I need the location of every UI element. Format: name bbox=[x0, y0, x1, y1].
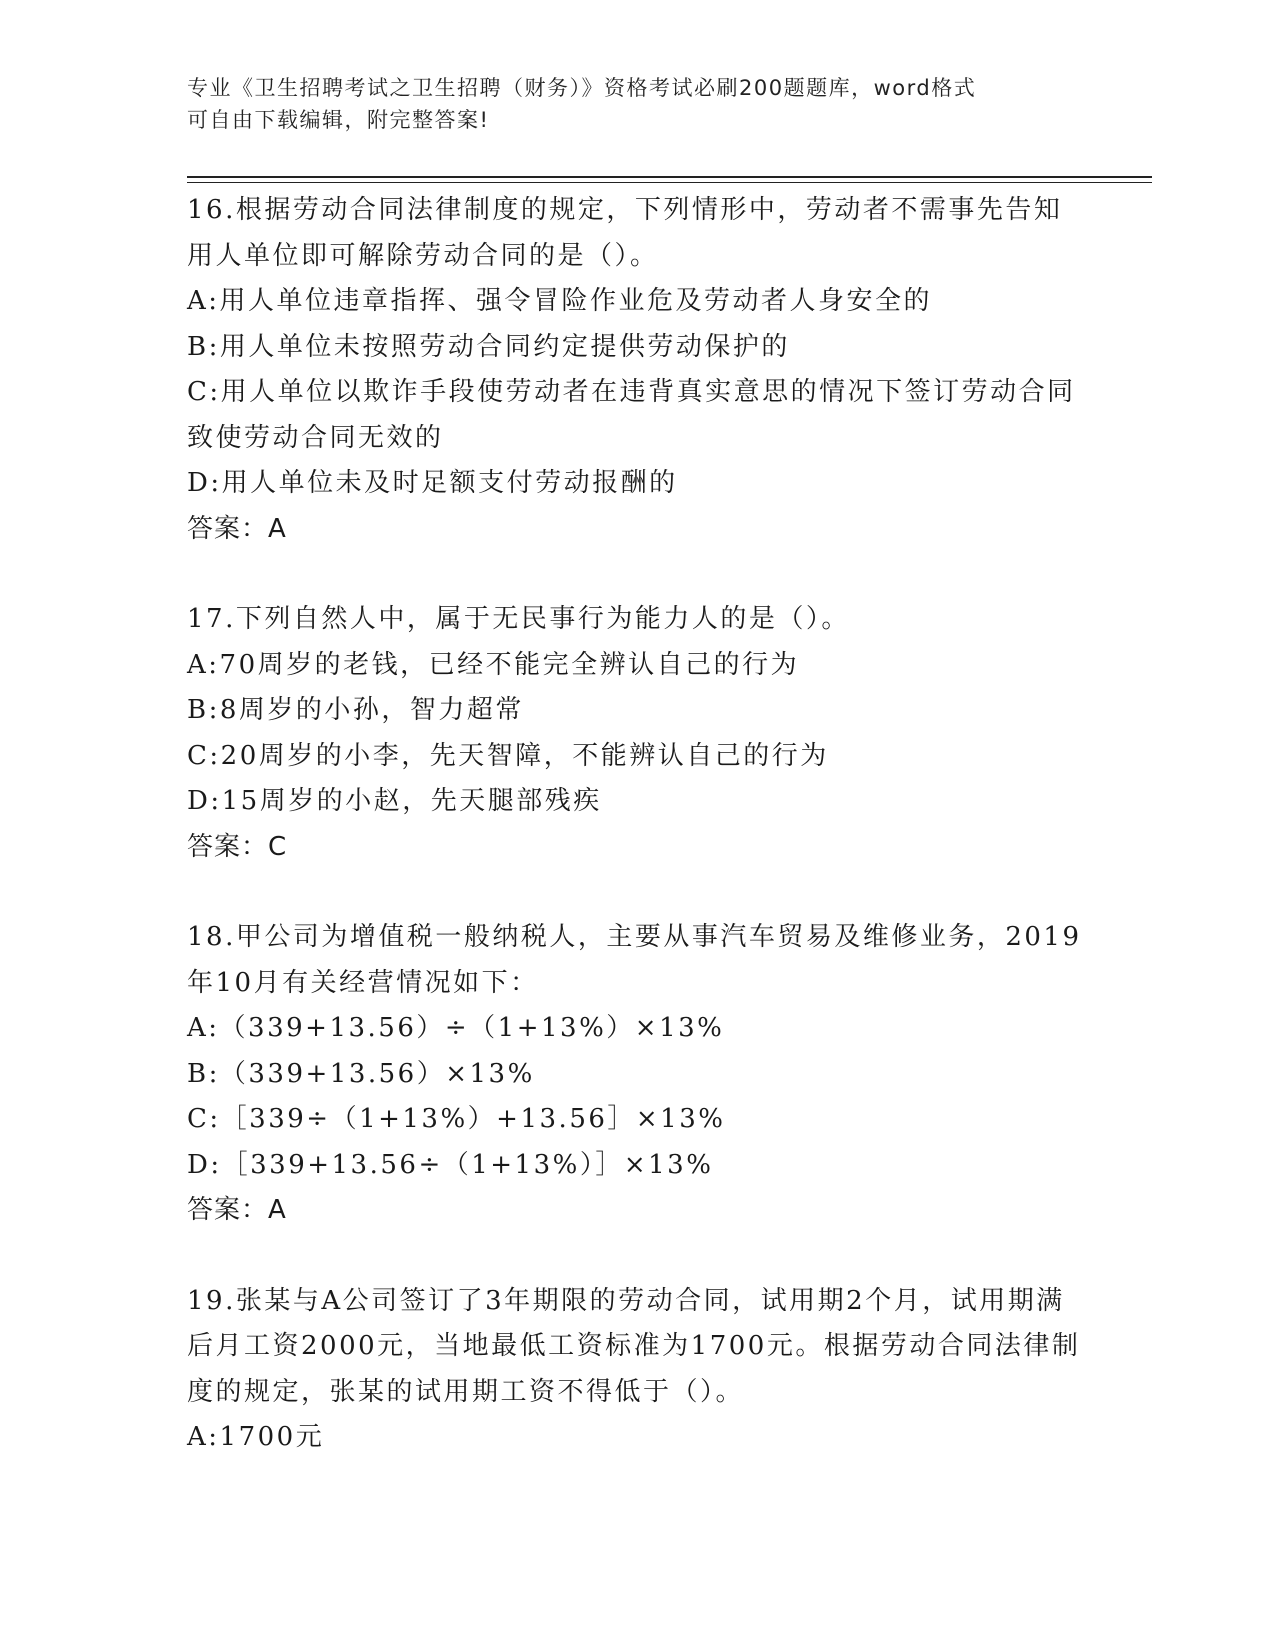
header-line-2: 可自由下载编辑，附完整答案! bbox=[187, 108, 490, 132]
option-d: D:用人单位未及时足额支付劳动报酬的 bbox=[187, 468, 678, 498]
header-rule-thin bbox=[187, 182, 1152, 183]
question-stem: 18.甲公司为增值税一般纳税人，主要从事汽车贸易及维修业务，2019年10月有关经营情况如下： bbox=[187, 922, 1082, 998]
option-a: A:70周岁的老钱，已经不能完全辨认自己的行为 bbox=[187, 649, 800, 680]
question-16 bbox=[187, 188, 1087, 552]
header-line-1: 专业《卫生招聘考试之卫生招聘（财务）》资格考试必刷200题题库，word格式 bbox=[187, 76, 977, 100]
question-17 bbox=[187, 597, 1087, 870]
option-d: D:15周岁的小赵，先天腿部残疾 bbox=[187, 786, 602, 816]
answer: 答案：C bbox=[187, 831, 288, 862]
answer: 答案：A bbox=[187, 1195, 287, 1225]
question-list bbox=[187, 188, 1087, 1506]
question-stem: 19.张某与A公司签订了3年期限的劳动合同，试用期2个月，试用期满后月工资2000元，当地最低工资标准为1700元。根据劳动合同法律制度的规定，张某的试用期工资不得低于（）。 bbox=[187, 1285, 1081, 1407]
option-c: C:20周岁的小李，先天智障，不能辨认自己的行为 bbox=[187, 740, 829, 771]
option-b: B:8周岁的小孙，智力超常 bbox=[187, 695, 524, 725]
option-c: C:用人单位以欺诈手段使劳动者在违背真实意思的情况下签订劳动合同致使劳动合同无效的 bbox=[187, 377, 1076, 453]
option-a: A:用人单位违章指挥、强令冒险作业危及劳动者人身安全的 bbox=[187, 286, 933, 316]
question-19 bbox=[187, 1279, 1087, 1461]
option-b: B:用人单位未按照劳动合同约定提供劳动保护的 bbox=[187, 331, 790, 362]
question-18 bbox=[187, 915, 1087, 1234]
question-stem: 16.根据劳动合同法律制度的规定，下列情形中，劳动者不需事先告知用人单位即可解除劳动合同的是（）。 bbox=[187, 195, 1063, 271]
header-rule-thick bbox=[187, 176, 1152, 178]
option-a: A:（339+13.56）÷（1+13%）×13% bbox=[187, 1013, 725, 1043]
option-c: C:［339÷（1+13%）+13.56］×13% bbox=[187, 1104, 726, 1134]
option-a: A:1700元 bbox=[187, 1422, 325, 1452]
option-d: D:［339+13.56÷（1+13%）］×13% bbox=[187, 1149, 714, 1180]
question-stem: 17.下列自然人中，属于无民事行为能力人的是（）。 bbox=[187, 604, 850, 634]
document-header bbox=[187, 72, 1067, 136]
option-b: B:（339+13.56）×13% bbox=[187, 1058, 535, 1089]
answer: 答案：A bbox=[187, 513, 287, 544]
